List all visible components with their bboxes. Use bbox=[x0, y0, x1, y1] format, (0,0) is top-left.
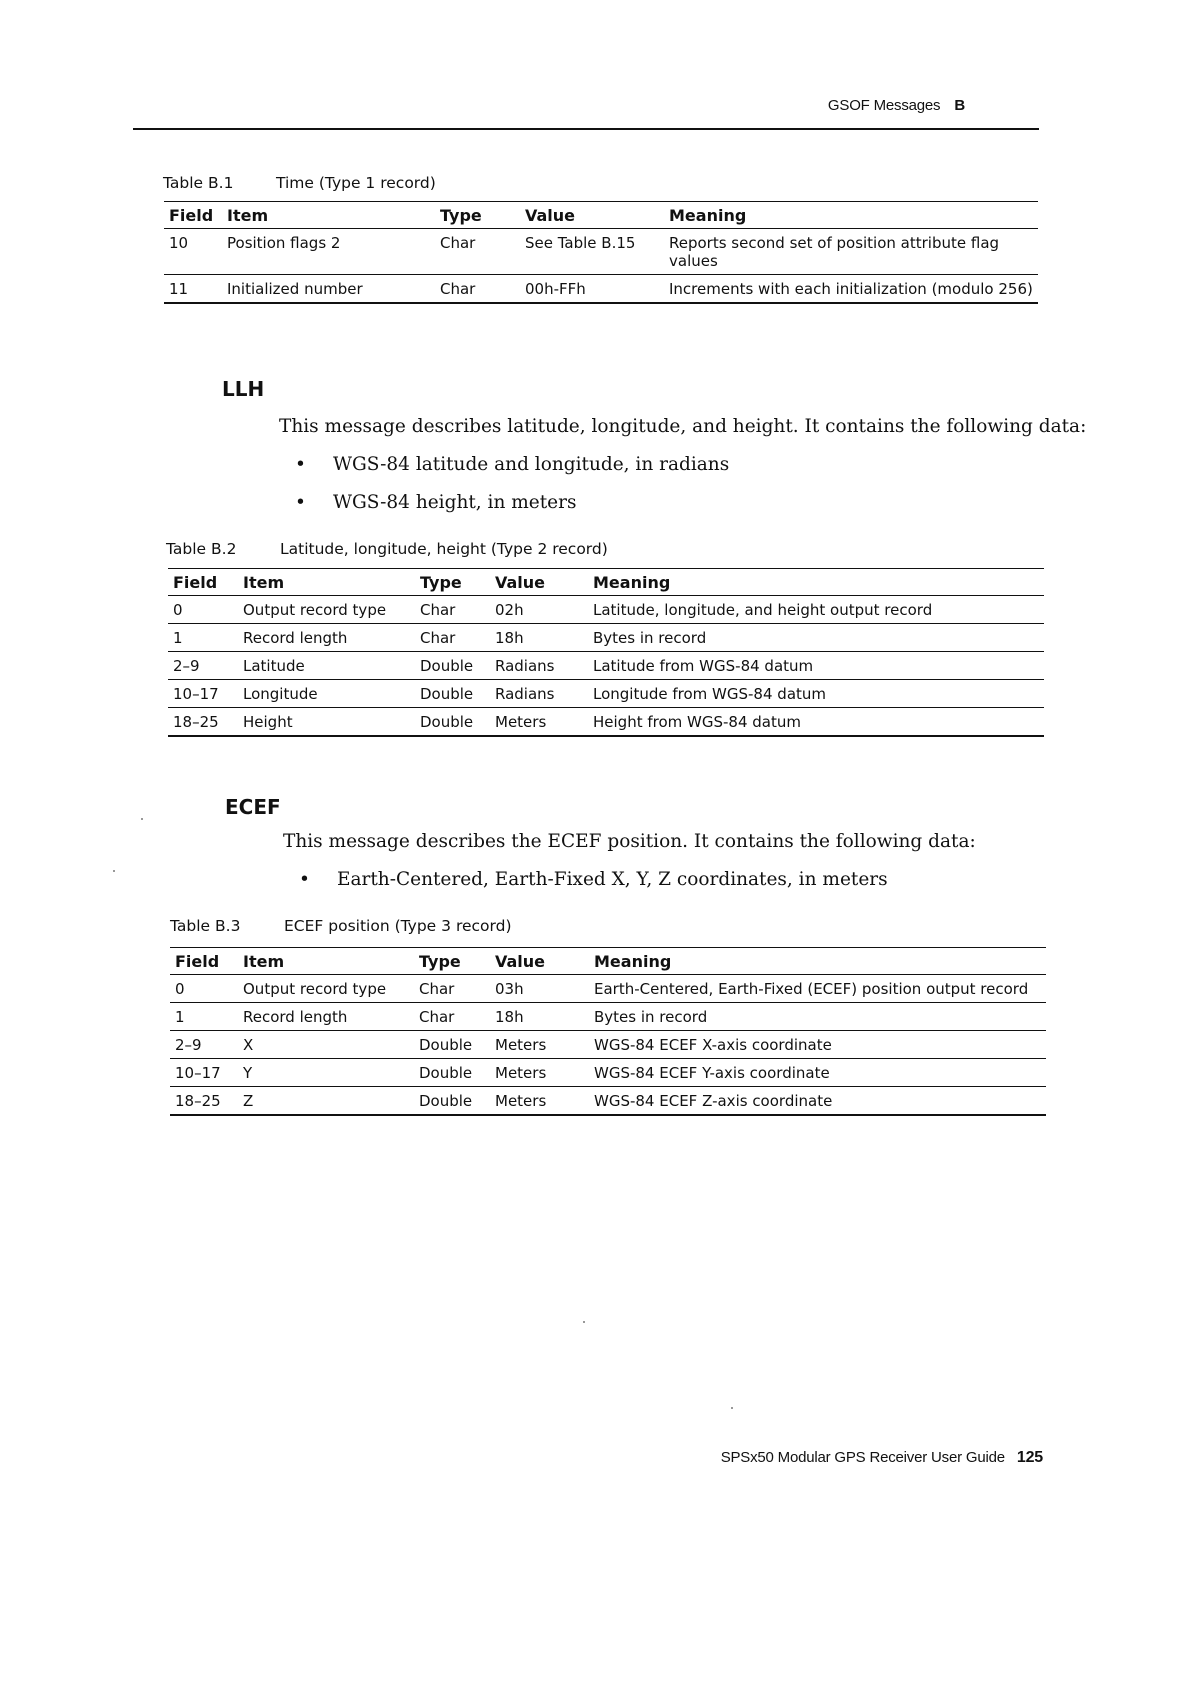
llh-intro-text: This message describes latitude, longitude, and height. It contains the following data: bbox=[279, 416, 1087, 437]
appendix-letter: B bbox=[954, 97, 965, 114]
table-cell: Z bbox=[238, 1087, 414, 1116]
table-row bbox=[170, 1059, 1046, 1087]
table-cell: Bytes in record bbox=[589, 1003, 1046, 1031]
column-header: Field bbox=[168, 569, 238, 596]
table-row bbox=[168, 596, 1044, 624]
ecef-intro-text: This message describes the ECEF position. It contains the following data: bbox=[283, 831, 976, 852]
column-header: Field bbox=[170, 948, 238, 975]
table-header-row bbox=[164, 202, 1038, 229]
table-cell: Char bbox=[415, 596, 490, 624]
column-header: Value bbox=[490, 948, 589, 975]
table-cell: Initialized number bbox=[222, 275, 435, 304]
table-row bbox=[170, 975, 1046, 1003]
table-caption bbox=[166, 540, 608, 558]
column-header: Item bbox=[238, 569, 415, 596]
table-cell: Radians bbox=[490, 652, 588, 680]
table-cell: See Table B.15 bbox=[520, 229, 664, 275]
table-row bbox=[168, 708, 1044, 737]
table-cell: Output record type bbox=[238, 975, 414, 1003]
table-cell: Latitude from WGS-84 datum bbox=[588, 652, 1044, 680]
table-cell: Longitude from WGS-84 datum bbox=[588, 680, 1044, 708]
table-row bbox=[164, 275, 1038, 304]
table-cell: Reports second set of position attribute flag values bbox=[664, 229, 1038, 275]
table-cell: WGS-84 ECEF Y-axis coordinate bbox=[589, 1059, 1046, 1087]
table-cell: Char bbox=[414, 975, 490, 1003]
table-cell: Double bbox=[415, 652, 490, 680]
scan-speck bbox=[141, 818, 143, 820]
table-cell: WGS-84 ECEF Z-axis coordinate bbox=[589, 1087, 1046, 1116]
table-row bbox=[168, 624, 1044, 652]
table-row bbox=[164, 229, 1038, 275]
column-header: Meaning bbox=[589, 948, 1046, 975]
bullet-icon: • bbox=[295, 492, 306, 513]
table-cell: Char bbox=[415, 624, 490, 652]
scan-speck bbox=[583, 1321, 585, 1323]
table-row bbox=[168, 652, 1044, 680]
column-header: Value bbox=[490, 569, 588, 596]
table-cell: Meters bbox=[490, 1059, 589, 1087]
column-header: Item bbox=[222, 202, 435, 229]
table-cell: 10–17 bbox=[168, 680, 238, 708]
table-row bbox=[170, 1003, 1046, 1031]
column-header: Value bbox=[520, 202, 664, 229]
table-cell: Double bbox=[415, 680, 490, 708]
table-cell: 00h-FFh bbox=[520, 275, 664, 304]
table-cell: Height bbox=[238, 708, 415, 737]
table-cell: Record length bbox=[238, 624, 415, 652]
table-cell: 02h bbox=[490, 596, 588, 624]
table-row bbox=[170, 1031, 1046, 1059]
table-ecef-type3 bbox=[170, 947, 1046, 1116]
table-cell: Meters bbox=[490, 708, 588, 737]
table-cell: Meters bbox=[490, 1087, 589, 1116]
column-header: Field bbox=[164, 202, 222, 229]
table-cell: Double bbox=[414, 1059, 490, 1087]
table-cell: 0 bbox=[168, 596, 238, 624]
table-cell: Radians bbox=[490, 680, 588, 708]
page-number: 125 bbox=[1016, 1449, 1043, 1466]
table-title: Time (Type 1 record) bbox=[276, 174, 436, 192]
table-cell: Char bbox=[435, 275, 520, 304]
table-cell: 0 bbox=[170, 975, 238, 1003]
scan-speck bbox=[731, 1407, 733, 1409]
table-header-row bbox=[170, 948, 1046, 975]
table-cell: Record length bbox=[238, 1003, 414, 1031]
running-header bbox=[828, 97, 965, 114]
table-title: Latitude, longitude, height (Type 2 record) bbox=[280, 540, 608, 558]
running-footer bbox=[721, 1449, 1043, 1467]
table-cell: Double bbox=[414, 1031, 490, 1059]
header-rule bbox=[133, 128, 1039, 130]
table-cell: Double bbox=[414, 1087, 490, 1116]
column-header: Type bbox=[435, 202, 520, 229]
table-cell: Double bbox=[415, 708, 490, 737]
table-cell: 11 bbox=[164, 275, 222, 304]
table-cell: X bbox=[238, 1031, 414, 1059]
table-cell: Increments with each initialization (modulo 256) bbox=[664, 275, 1038, 304]
table-time-type1 bbox=[164, 201, 1038, 304]
table-cell: 18h bbox=[490, 1003, 589, 1031]
column-header: Item bbox=[238, 948, 414, 975]
table-cell: Height from WGS-84 datum bbox=[588, 708, 1044, 737]
table-cell: Meters bbox=[490, 1031, 589, 1059]
running-header-title: GSOF Messages bbox=[827, 97, 941, 114]
table-cell: Char bbox=[435, 229, 520, 275]
bullet-text: WGS-84 latitude and longitude, in radians bbox=[333, 454, 730, 475]
table-cell: 10 bbox=[164, 229, 222, 275]
table-cell: Latitude bbox=[238, 652, 415, 680]
table-cell: 2–9 bbox=[170, 1031, 238, 1059]
table-cell: Y bbox=[238, 1059, 414, 1087]
table-cell: Bytes in record bbox=[588, 624, 1044, 652]
table-cell: 1 bbox=[170, 1003, 238, 1031]
table-cell: Output record type bbox=[238, 596, 415, 624]
bullet-icon: • bbox=[295, 454, 306, 475]
section-heading-llh: LLH bbox=[222, 377, 265, 401]
table-llh-type2 bbox=[168, 568, 1044, 737]
table-cell: 18h bbox=[490, 624, 588, 652]
table-caption bbox=[170, 917, 512, 935]
table-cell: Longitude bbox=[238, 680, 415, 708]
column-header: Meaning bbox=[664, 202, 1038, 229]
table-number: Table B.1 bbox=[163, 174, 234, 192]
table-cell: 03h bbox=[490, 975, 589, 1003]
column-header: Type bbox=[415, 569, 490, 596]
bullet-text: WGS-84 height, in meters bbox=[333, 492, 577, 513]
table-title: ECEF position (Type 3 record) bbox=[284, 917, 512, 935]
scan-speck bbox=[113, 870, 115, 872]
table-cell: 1 bbox=[168, 624, 238, 652]
section-heading-ecef: ECEF bbox=[225, 795, 281, 819]
column-header: Type bbox=[414, 948, 490, 975]
table-number: Table B.2 bbox=[166, 540, 237, 558]
table-cell: Earth-Centered, Earth-Fixed (ECEF) position output record bbox=[589, 975, 1046, 1003]
table-caption bbox=[163, 174, 436, 192]
table-cell: Latitude, longitude, and height output record bbox=[588, 596, 1044, 624]
footer-title: SPSx50 Modular GPS Receiver User Guide bbox=[720, 1449, 1005, 1466]
table-cell: 18–25 bbox=[170, 1087, 238, 1116]
table-row bbox=[170, 1087, 1046, 1116]
table-header-row bbox=[168, 569, 1044, 596]
table-cell: Position flags 2 bbox=[222, 229, 435, 275]
table-cell: Char bbox=[414, 1003, 490, 1031]
bullet-text: Earth-Centered, Earth-Fixed X, Y, Z coordinates, in meters bbox=[337, 869, 888, 890]
table-cell: 10–17 bbox=[170, 1059, 238, 1087]
table-cell: 2–9 bbox=[168, 652, 238, 680]
bullet-icon: • bbox=[299, 869, 310, 890]
table-row bbox=[168, 680, 1044, 708]
table-cell: WGS-84 ECEF X-axis coordinate bbox=[589, 1031, 1046, 1059]
table-number: Table B.3 bbox=[170, 917, 241, 935]
column-header: Meaning bbox=[588, 569, 1044, 596]
table-cell: 18–25 bbox=[168, 708, 238, 737]
